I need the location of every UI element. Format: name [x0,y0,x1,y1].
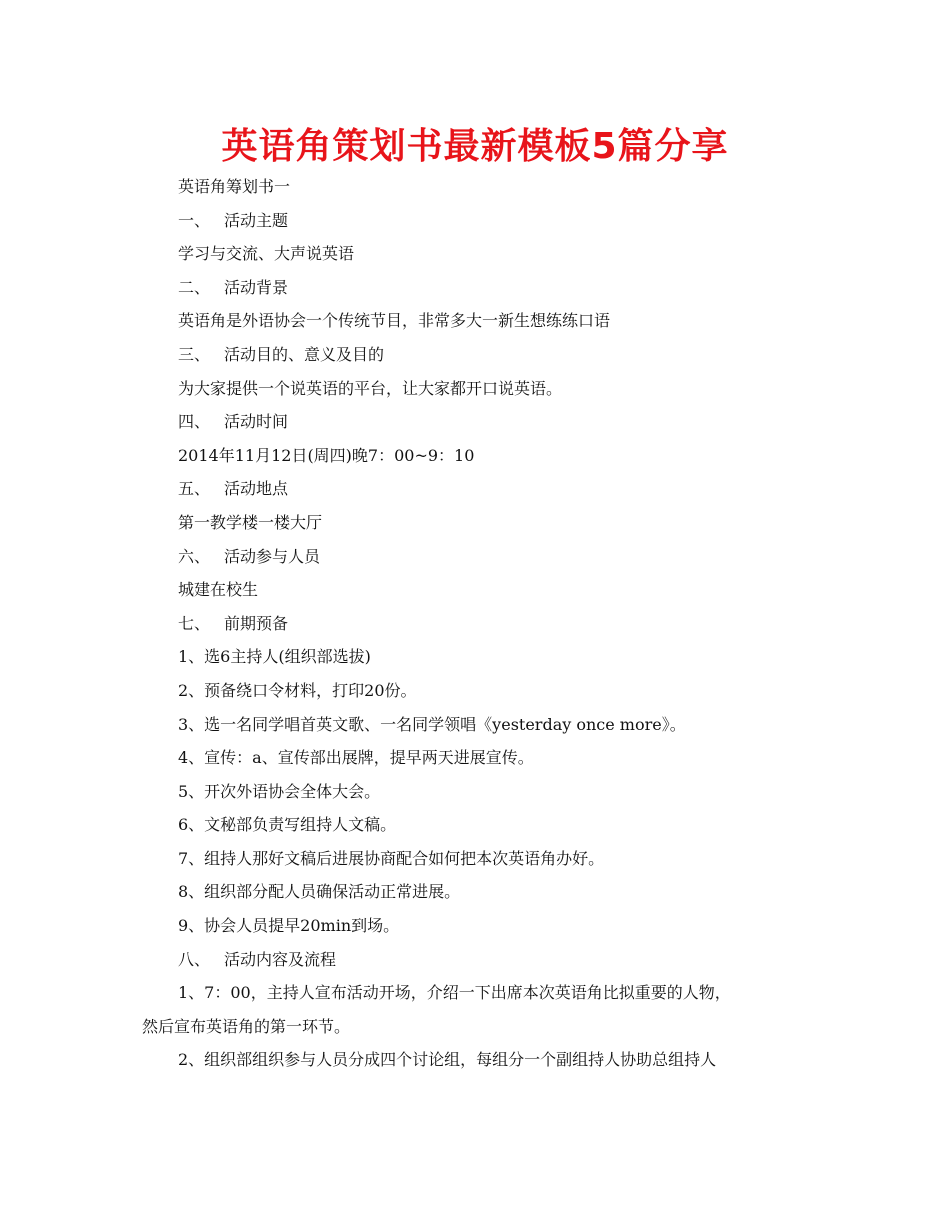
section-heading [142,204,822,238]
section-heading-text: 活动内容及流程 [224,949,337,969]
section-heading-text: 活动地点 [224,479,289,499]
document-body [142,170,822,1077]
section-number: 二、 [178,277,211,297]
section-heading-text: 活动主题 [224,210,289,230]
section-number: 四、 [178,412,211,432]
list-item: 2、预备绕口令材料，打印20份。 [178,680,417,700]
list-item: 6、文秘部负责写组持人文稿。 [178,815,397,835]
section-heading [142,405,822,439]
list-item: 5、开次外语协会全体大会。 [178,781,381,801]
section-body: 城建在校生 [178,580,259,600]
flow-item: 2、组织部组织参与人员分成四个讨论组，每组分一个副组持人协助总组持人 [178,1050,717,1070]
section-heading [142,472,822,506]
section-heading-text: 活动参与人员 [224,546,321,566]
section-heading [142,943,822,977]
section-body: 学习与交流、大声说英语 [178,244,355,264]
list-item: 7、组持人那好文稿后进展协商配合如何把本次英语角办好。 [178,848,605,868]
subtitle: 英语角筹划书一 [178,177,291,196]
section-heading [142,271,822,305]
list-item: 1、选6主持人(组织部选拔) [178,647,371,667]
section-heading-text: 前期预备 [224,613,289,633]
document-title: 英语角策划书最新模板5篇分享 [221,126,729,167]
list-item: 3、选一名同学唱首英文歌、一名同学领唱《yesterday once more》。 [178,714,686,734]
flow-item: 1、7：00，主持人宣布活动开场，介绍一下出席本次英语角比拟重要的人物， [178,983,731,1003]
section-number: 六、 [178,546,211,566]
list-item: 9、协会人员提早20min到场。 [178,916,400,936]
section-number: 八、 [178,949,211,969]
section-heading-text: 活动背景 [224,277,289,297]
flow-item-continuation: 然后宣布英语角的第一环节。 [142,1016,351,1036]
section-heading [142,338,822,372]
section-number: 七、 [178,613,211,633]
section-body: 第一教学楼一楼大厅 [178,512,323,532]
section-heading-text: 活动时间 [224,412,289,432]
section-heading-text: 活动目的、意义及目的 [224,344,385,364]
section-body: 英语角是外语协会一个传统节目，非常多大一新生想练练口语 [178,311,611,331]
section-heading [142,540,822,574]
list-item: 4、宣传：a、宣传部出展牌，提早两天进展宣传。 [178,748,534,768]
section-body: 2014年11月12日(周四)晚7：00~9：10 [178,445,475,465]
section-heading [142,607,822,641]
list-item: 8、组织部分配人员确保活动正常进展。 [178,882,461,902]
section-number: 三、 [178,344,211,364]
section-body: 为大家提供一个说英语的平台，让大家都开口说英语。 [178,378,563,398]
section-number: 五、 [178,479,211,499]
section-number: 一、 [178,210,211,230]
